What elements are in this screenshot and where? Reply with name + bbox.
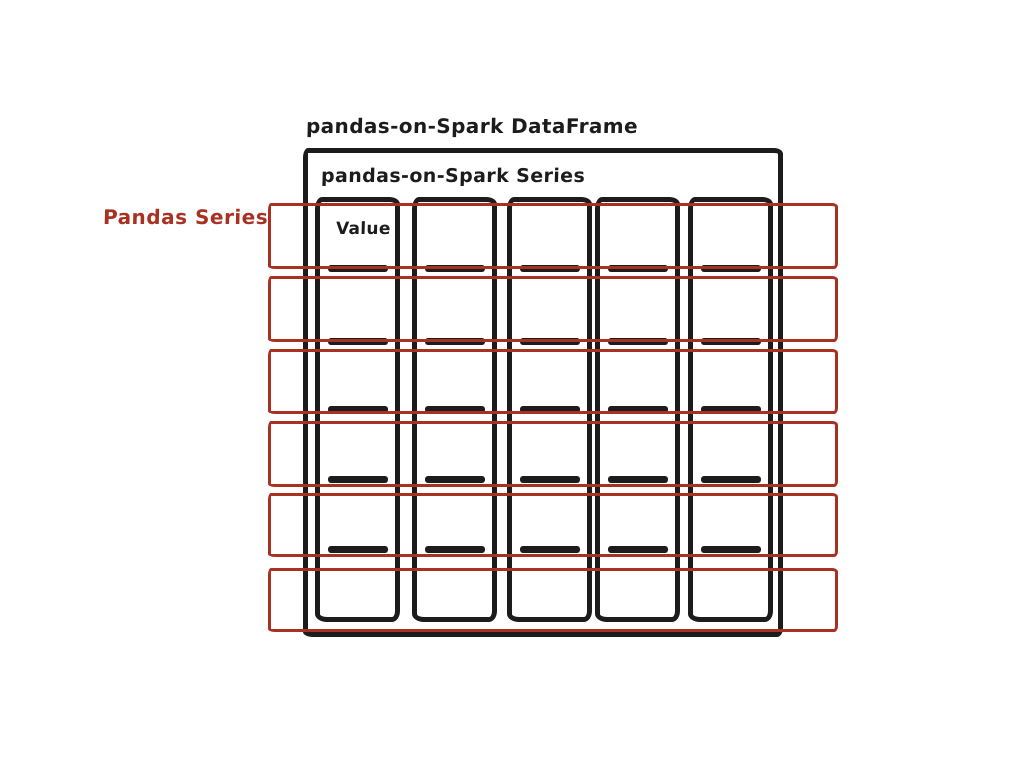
pandas-series-row <box>268 276 838 342</box>
cell-value-label: Value <box>335 219 391 239</box>
pandas-series-row <box>268 568 838 632</box>
pandas-series-label: Pandas Series <box>102 205 269 229</box>
spark-series-label: pandas-on-Spark Series <box>320 165 586 187</box>
dataframe-title: pandas-on-Spark DataFrame <box>305 114 639 138</box>
pandas-series-row <box>268 421 838 487</box>
pandas-series-row <box>268 349 838 414</box>
pandas-series-row <box>268 493 838 557</box>
